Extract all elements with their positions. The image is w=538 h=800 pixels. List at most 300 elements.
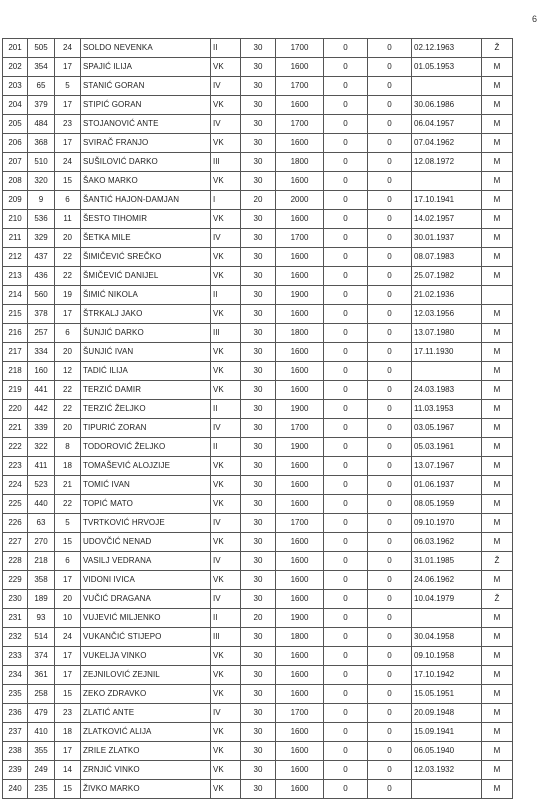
gender-cell: M (482, 419, 513, 438)
id-cell: 436 (28, 267, 55, 286)
col-d-cell: 0 (368, 704, 412, 723)
col-a-cell: 30 (241, 134, 276, 153)
col-d-cell: 0 (368, 552, 412, 571)
group-cell: 17 (55, 571, 81, 590)
grade-cell: VK (211, 647, 241, 666)
table-row (3, 362, 513, 381)
id-cell: 479 (28, 704, 55, 723)
amount-cell: 1900 (276, 609, 324, 628)
row-number: 234 (3, 666, 28, 685)
col-d-cell: 0 (368, 77, 412, 96)
grade-cell: VK (211, 267, 241, 286)
col-a-cell: 30 (241, 419, 276, 438)
table-row (3, 96, 513, 115)
amount-cell: 1700 (276, 514, 324, 533)
table-row (3, 286, 513, 305)
col-c-cell: 0 (324, 210, 368, 229)
grade-cell: IV (211, 229, 241, 248)
col-c-cell: 0 (324, 400, 368, 419)
col-d-cell: 0 (368, 742, 412, 761)
date-cell: 01.05.1953 (412, 58, 482, 77)
amount-cell: 1600 (276, 590, 324, 609)
id-cell: 65 (28, 77, 55, 96)
id-cell: 63 (28, 514, 55, 533)
date-cell: 17.11.1930 (412, 343, 482, 362)
gender-cell: M (482, 400, 513, 419)
col-c-cell: 0 (324, 58, 368, 77)
group-cell: 23 (55, 704, 81, 723)
row-number: 213 (3, 267, 28, 286)
col-a-cell: 20 (241, 609, 276, 628)
col-c-cell: 0 (324, 381, 368, 400)
col-a-cell: 30 (241, 267, 276, 286)
date-cell (412, 362, 482, 381)
roster-body (3, 39, 513, 799)
table-row (3, 400, 513, 419)
table-row (3, 305, 513, 324)
grade-cell: IV (211, 704, 241, 723)
group-cell: 8 (55, 438, 81, 457)
col-d-cell: 0 (368, 761, 412, 780)
row-number: 204 (3, 96, 28, 115)
col-a-cell: 30 (241, 761, 276, 780)
row-number: 221 (3, 419, 28, 438)
group-cell: 17 (55, 666, 81, 685)
name-cell: TERZIĆ DAMIR (81, 381, 211, 400)
col-a-cell: 30 (241, 438, 276, 457)
col-a-cell: 30 (241, 476, 276, 495)
name-cell: ŠIMIĆ NIKOLA (81, 286, 211, 305)
table-row (3, 761, 513, 780)
amount-cell: 1600 (276, 248, 324, 267)
col-c-cell: 0 (324, 115, 368, 134)
row-number: 206 (3, 134, 28, 153)
name-cell: STANIĆ GORAN (81, 77, 211, 96)
name-cell: ZRNJIĆ VINKO (81, 761, 211, 780)
gender-cell: M (482, 191, 513, 210)
col-a-cell: 30 (241, 704, 276, 723)
gender-cell: Ž (482, 39, 513, 58)
grade-cell: II (211, 609, 241, 628)
table-row (3, 172, 513, 191)
group-cell: 18 (55, 457, 81, 476)
row-number: 232 (3, 628, 28, 647)
table-row (3, 39, 513, 58)
row-number: 238 (3, 742, 28, 761)
name-cell: TIPURIĆ ZORAN (81, 419, 211, 438)
col-c-cell: 0 (324, 229, 368, 248)
col-c-cell: 0 (324, 514, 368, 533)
grade-cell: VK (211, 761, 241, 780)
table-row (3, 666, 513, 685)
col-c-cell: 0 (324, 571, 368, 590)
gender-cell: M (482, 381, 513, 400)
table-row (3, 590, 513, 609)
id-cell: 329 (28, 229, 55, 248)
col-c-cell: 0 (324, 685, 368, 704)
table-row (3, 381, 513, 400)
date-cell: 06.04.1957 (412, 115, 482, 134)
row-number: 219 (3, 381, 28, 400)
name-cell: ZEKO ZDRAVKO (81, 685, 211, 704)
amount-cell: 1600 (276, 495, 324, 514)
col-d-cell: 0 (368, 514, 412, 533)
col-c-cell: 0 (324, 305, 368, 324)
name-cell: TOPIĆ MATO (81, 495, 211, 514)
name-cell: SOLDO NEVENKA (81, 39, 211, 58)
col-d-cell: 0 (368, 134, 412, 153)
table-row (3, 58, 513, 77)
gender-cell: M (482, 780, 513, 799)
row-number: 228 (3, 552, 28, 571)
grade-cell: III (211, 628, 241, 647)
id-cell: 505 (28, 39, 55, 58)
row-number: 214 (3, 286, 28, 305)
col-a-cell: 30 (241, 590, 276, 609)
table-row (3, 438, 513, 457)
gender-cell: M (482, 571, 513, 590)
col-a-cell: 30 (241, 324, 276, 343)
amount-cell: 1600 (276, 172, 324, 191)
col-a-cell: 30 (241, 457, 276, 476)
amount-cell: 1600 (276, 533, 324, 552)
name-cell: VIDONI IVICA (81, 571, 211, 590)
id-cell: 339 (28, 419, 55, 438)
name-cell: ŠTRKALJ JAKO (81, 305, 211, 324)
id-cell: 160 (28, 362, 55, 381)
group-cell: 19 (55, 286, 81, 305)
col-d-cell: 0 (368, 58, 412, 77)
group-cell: 14 (55, 761, 81, 780)
row-number: 235 (3, 685, 28, 704)
col-c-cell: 0 (324, 153, 368, 172)
gender-cell: M (482, 153, 513, 172)
amount-cell: 1600 (276, 58, 324, 77)
name-cell: UDOVČIĆ NENAD (81, 533, 211, 552)
name-cell: TODOROVIĆ ŽELJKO (81, 438, 211, 457)
id-cell: 361 (28, 666, 55, 685)
date-cell: 10.04.1979 (412, 590, 482, 609)
row-number: 202 (3, 58, 28, 77)
gender-cell: M (482, 476, 513, 495)
col-a-cell: 30 (241, 533, 276, 552)
col-d-cell: 0 (368, 476, 412, 495)
col-d-cell: 0 (368, 96, 412, 115)
id-cell: 235 (28, 780, 55, 799)
row-number: 220 (3, 400, 28, 419)
name-cell: VUKANČIĆ STIJEPO (81, 628, 211, 647)
grade-cell: II (211, 438, 241, 457)
gender-cell: M (482, 229, 513, 248)
name-cell: VUKELJA VINKO (81, 647, 211, 666)
group-cell: 21 (55, 476, 81, 495)
col-a-cell: 30 (241, 780, 276, 799)
gender-cell: M (482, 666, 513, 685)
date-cell: 13.07.1980 (412, 324, 482, 343)
group-cell: 22 (55, 495, 81, 514)
row-number: 207 (3, 153, 28, 172)
grade-cell: I (211, 191, 241, 210)
name-cell: TVRTKOVIĆ HRVOJE (81, 514, 211, 533)
gender-cell: M (482, 723, 513, 742)
group-cell: 20 (55, 419, 81, 438)
id-cell: 484 (28, 115, 55, 134)
table-row (3, 229, 513, 248)
id-cell: 411 (28, 457, 55, 476)
col-c-cell: 0 (324, 742, 368, 761)
amount-cell: 1900 (276, 438, 324, 457)
group-cell: 6 (55, 191, 81, 210)
grade-cell: VK (211, 533, 241, 552)
col-d-cell: 0 (368, 419, 412, 438)
group-cell: 24 (55, 39, 81, 58)
name-cell: ŠUNJIĆ DARKO (81, 324, 211, 343)
name-cell: ŠUNJIĆ IVAN (81, 343, 211, 362)
grade-cell: VK (211, 742, 241, 761)
amount-cell: 1600 (276, 552, 324, 571)
row-number: 215 (3, 305, 28, 324)
amount-cell: 1700 (276, 704, 324, 723)
gender-cell: M (482, 267, 513, 286)
amount-cell: 1700 (276, 77, 324, 96)
col-c-cell: 0 (324, 761, 368, 780)
row-number: 209 (3, 191, 28, 210)
name-cell: ZLATIĆ ANTE (81, 704, 211, 723)
group-cell: 20 (55, 343, 81, 362)
group-cell: 12 (55, 362, 81, 381)
table-row (3, 609, 513, 628)
grade-cell: VK (211, 362, 241, 381)
gender-cell: M (482, 628, 513, 647)
date-cell: 20.09.1948 (412, 704, 482, 723)
col-a-cell: 30 (241, 381, 276, 400)
id-cell: 440 (28, 495, 55, 514)
gender-cell: M (482, 77, 513, 96)
col-d-cell: 0 (368, 305, 412, 324)
group-cell: 15 (55, 533, 81, 552)
col-a-cell: 30 (241, 362, 276, 381)
table-row (3, 647, 513, 666)
amount-cell: 1600 (276, 457, 324, 476)
row-number: 218 (3, 362, 28, 381)
table-row (3, 77, 513, 96)
gender-cell: M (482, 647, 513, 666)
amount-cell: 1600 (276, 476, 324, 495)
row-number: 230 (3, 590, 28, 609)
group-cell: 22 (55, 400, 81, 419)
name-cell: STOJANOVIĆ ANTE (81, 115, 211, 134)
date-cell: 09.10.1970 (412, 514, 482, 533)
id-cell: 93 (28, 609, 55, 628)
col-d-cell: 0 (368, 172, 412, 191)
amount-cell: 1800 (276, 153, 324, 172)
row-number: 236 (3, 704, 28, 723)
amount-cell: 1600 (276, 305, 324, 324)
amount-cell: 1600 (276, 362, 324, 381)
col-a-cell: 30 (241, 229, 276, 248)
name-cell: ŠANTIĆ HAJON-DAMJAN (81, 191, 211, 210)
gender-cell: M (482, 248, 513, 267)
date-cell: 30.06.1986 (412, 96, 482, 115)
amount-cell: 1600 (276, 685, 324, 704)
row-number: 211 (3, 229, 28, 248)
col-c-cell: 0 (324, 666, 368, 685)
date-cell: 17.10.1941 (412, 191, 482, 210)
col-d-cell: 0 (368, 457, 412, 476)
name-cell: TOMIĆ IVAN (81, 476, 211, 495)
row-number: 222 (3, 438, 28, 457)
col-c-cell: 0 (324, 476, 368, 495)
table-row (3, 533, 513, 552)
table-row (3, 685, 513, 704)
col-c-cell: 0 (324, 495, 368, 514)
grade-cell: II (211, 400, 241, 419)
col-c-cell: 0 (324, 343, 368, 362)
amount-cell: 2000 (276, 191, 324, 210)
date-cell: 21.02.1936 (412, 286, 482, 305)
date-cell: 12.03.1932 (412, 761, 482, 780)
date-cell: 14.02.1957 (412, 210, 482, 229)
roster-table (2, 38, 513, 799)
group-cell: 22 (55, 267, 81, 286)
date-cell: 24.06.1962 (412, 571, 482, 590)
col-d-cell: 0 (368, 780, 412, 799)
id-cell: 441 (28, 381, 55, 400)
group-cell: 17 (55, 742, 81, 761)
date-cell: 06.05.1940 (412, 742, 482, 761)
grade-cell: VK (211, 495, 241, 514)
name-cell: ŠETKA MILE (81, 229, 211, 248)
date-cell (412, 609, 482, 628)
col-c-cell: 0 (324, 419, 368, 438)
id-cell: 410 (28, 723, 55, 742)
grade-cell: VK (211, 685, 241, 704)
gender-cell: M (482, 172, 513, 191)
amount-cell: 1600 (276, 761, 324, 780)
gender-cell: M (482, 305, 513, 324)
date-cell: 15.05.1951 (412, 685, 482, 704)
gender-cell: M (482, 742, 513, 761)
grade-cell: VK (211, 476, 241, 495)
name-cell: ZEJNILOVIĆ ZEJNIL (81, 666, 211, 685)
col-d-cell: 0 (368, 647, 412, 666)
table-row (3, 115, 513, 134)
table-row (3, 476, 513, 495)
col-d-cell: 0 (368, 39, 412, 58)
id-cell: 368 (28, 134, 55, 153)
page-number: 6 (531, 14, 537, 24)
gender-cell: M (482, 134, 513, 153)
col-c-cell: 0 (324, 77, 368, 96)
grade-cell: IV (211, 590, 241, 609)
col-d-cell: 0 (368, 248, 412, 267)
row-number: 231 (3, 609, 28, 628)
row-number: 205 (3, 115, 28, 134)
row-number: 224 (3, 476, 28, 495)
date-cell (412, 780, 482, 799)
table-row (3, 343, 513, 362)
col-d-cell: 0 (368, 666, 412, 685)
id-cell: 378 (28, 305, 55, 324)
name-cell: TOMAŠEVIĆ ALOJZIJE (81, 457, 211, 476)
group-cell: 15 (55, 780, 81, 799)
row-number: 203 (3, 77, 28, 96)
grade-cell: VK (211, 134, 241, 153)
grade-cell: IV (211, 77, 241, 96)
amount-cell: 1900 (276, 400, 324, 419)
col-a-cell: 30 (241, 666, 276, 685)
name-cell: ŽIVKO MARKO (81, 780, 211, 799)
name-cell: ŠIMIČEVIĆ SREČKO (81, 248, 211, 267)
amount-cell: 1600 (276, 647, 324, 666)
gender-cell: M (482, 96, 513, 115)
col-c-cell: 0 (324, 438, 368, 457)
group-cell: 22 (55, 381, 81, 400)
grade-cell: VK (211, 248, 241, 267)
id-cell: 9 (28, 191, 55, 210)
col-c-cell: 0 (324, 324, 368, 343)
grade-cell: VK (211, 58, 241, 77)
col-a-cell: 30 (241, 647, 276, 666)
amount-cell: 1600 (276, 343, 324, 362)
col-c-cell: 0 (324, 134, 368, 153)
amount-cell: 1800 (276, 324, 324, 343)
name-cell: SVIRAČ FRANJO (81, 134, 211, 153)
id-cell: 523 (28, 476, 55, 495)
col-d-cell: 0 (368, 286, 412, 305)
gender-cell (482, 286, 513, 305)
col-c-cell: 0 (324, 723, 368, 742)
col-a-cell: 30 (241, 571, 276, 590)
col-c-cell: 0 (324, 780, 368, 799)
gender-cell: M (482, 343, 513, 362)
gender-cell: M (482, 514, 513, 533)
col-c-cell: 0 (324, 39, 368, 58)
gender-cell: M (482, 761, 513, 780)
col-c-cell: 0 (324, 590, 368, 609)
gender-cell: Ž (482, 552, 513, 571)
name-cell: ŠESTO TIHOMIR (81, 210, 211, 229)
group-cell: 10 (55, 609, 81, 628)
date-cell: 25.07.1982 (412, 267, 482, 286)
date-cell: 15.09.1941 (412, 723, 482, 742)
col-a-cell: 30 (241, 115, 276, 134)
id-cell: 218 (28, 552, 55, 571)
group-cell: 15 (55, 685, 81, 704)
row-number: 233 (3, 647, 28, 666)
col-d-cell: 0 (368, 324, 412, 343)
gender-cell: M (482, 115, 513, 134)
id-cell: 258 (28, 685, 55, 704)
id-cell: 510 (28, 153, 55, 172)
date-cell: 09.10.1958 (412, 647, 482, 666)
col-d-cell: 0 (368, 400, 412, 419)
gender-cell: M (482, 609, 513, 628)
name-cell: TERZIĆ ŽELJKO (81, 400, 211, 419)
gender-cell: M (482, 685, 513, 704)
table-row (3, 153, 513, 172)
amount-cell: 1600 (276, 267, 324, 286)
col-a-cell: 30 (241, 96, 276, 115)
grade-cell: IV (211, 419, 241, 438)
group-cell: 20 (55, 229, 81, 248)
id-cell: 374 (28, 647, 55, 666)
col-d-cell: 0 (368, 153, 412, 172)
group-cell: 17 (55, 96, 81, 115)
grade-cell: III (211, 153, 241, 172)
row-number: 208 (3, 172, 28, 191)
date-cell: 31.01.1985 (412, 552, 482, 571)
